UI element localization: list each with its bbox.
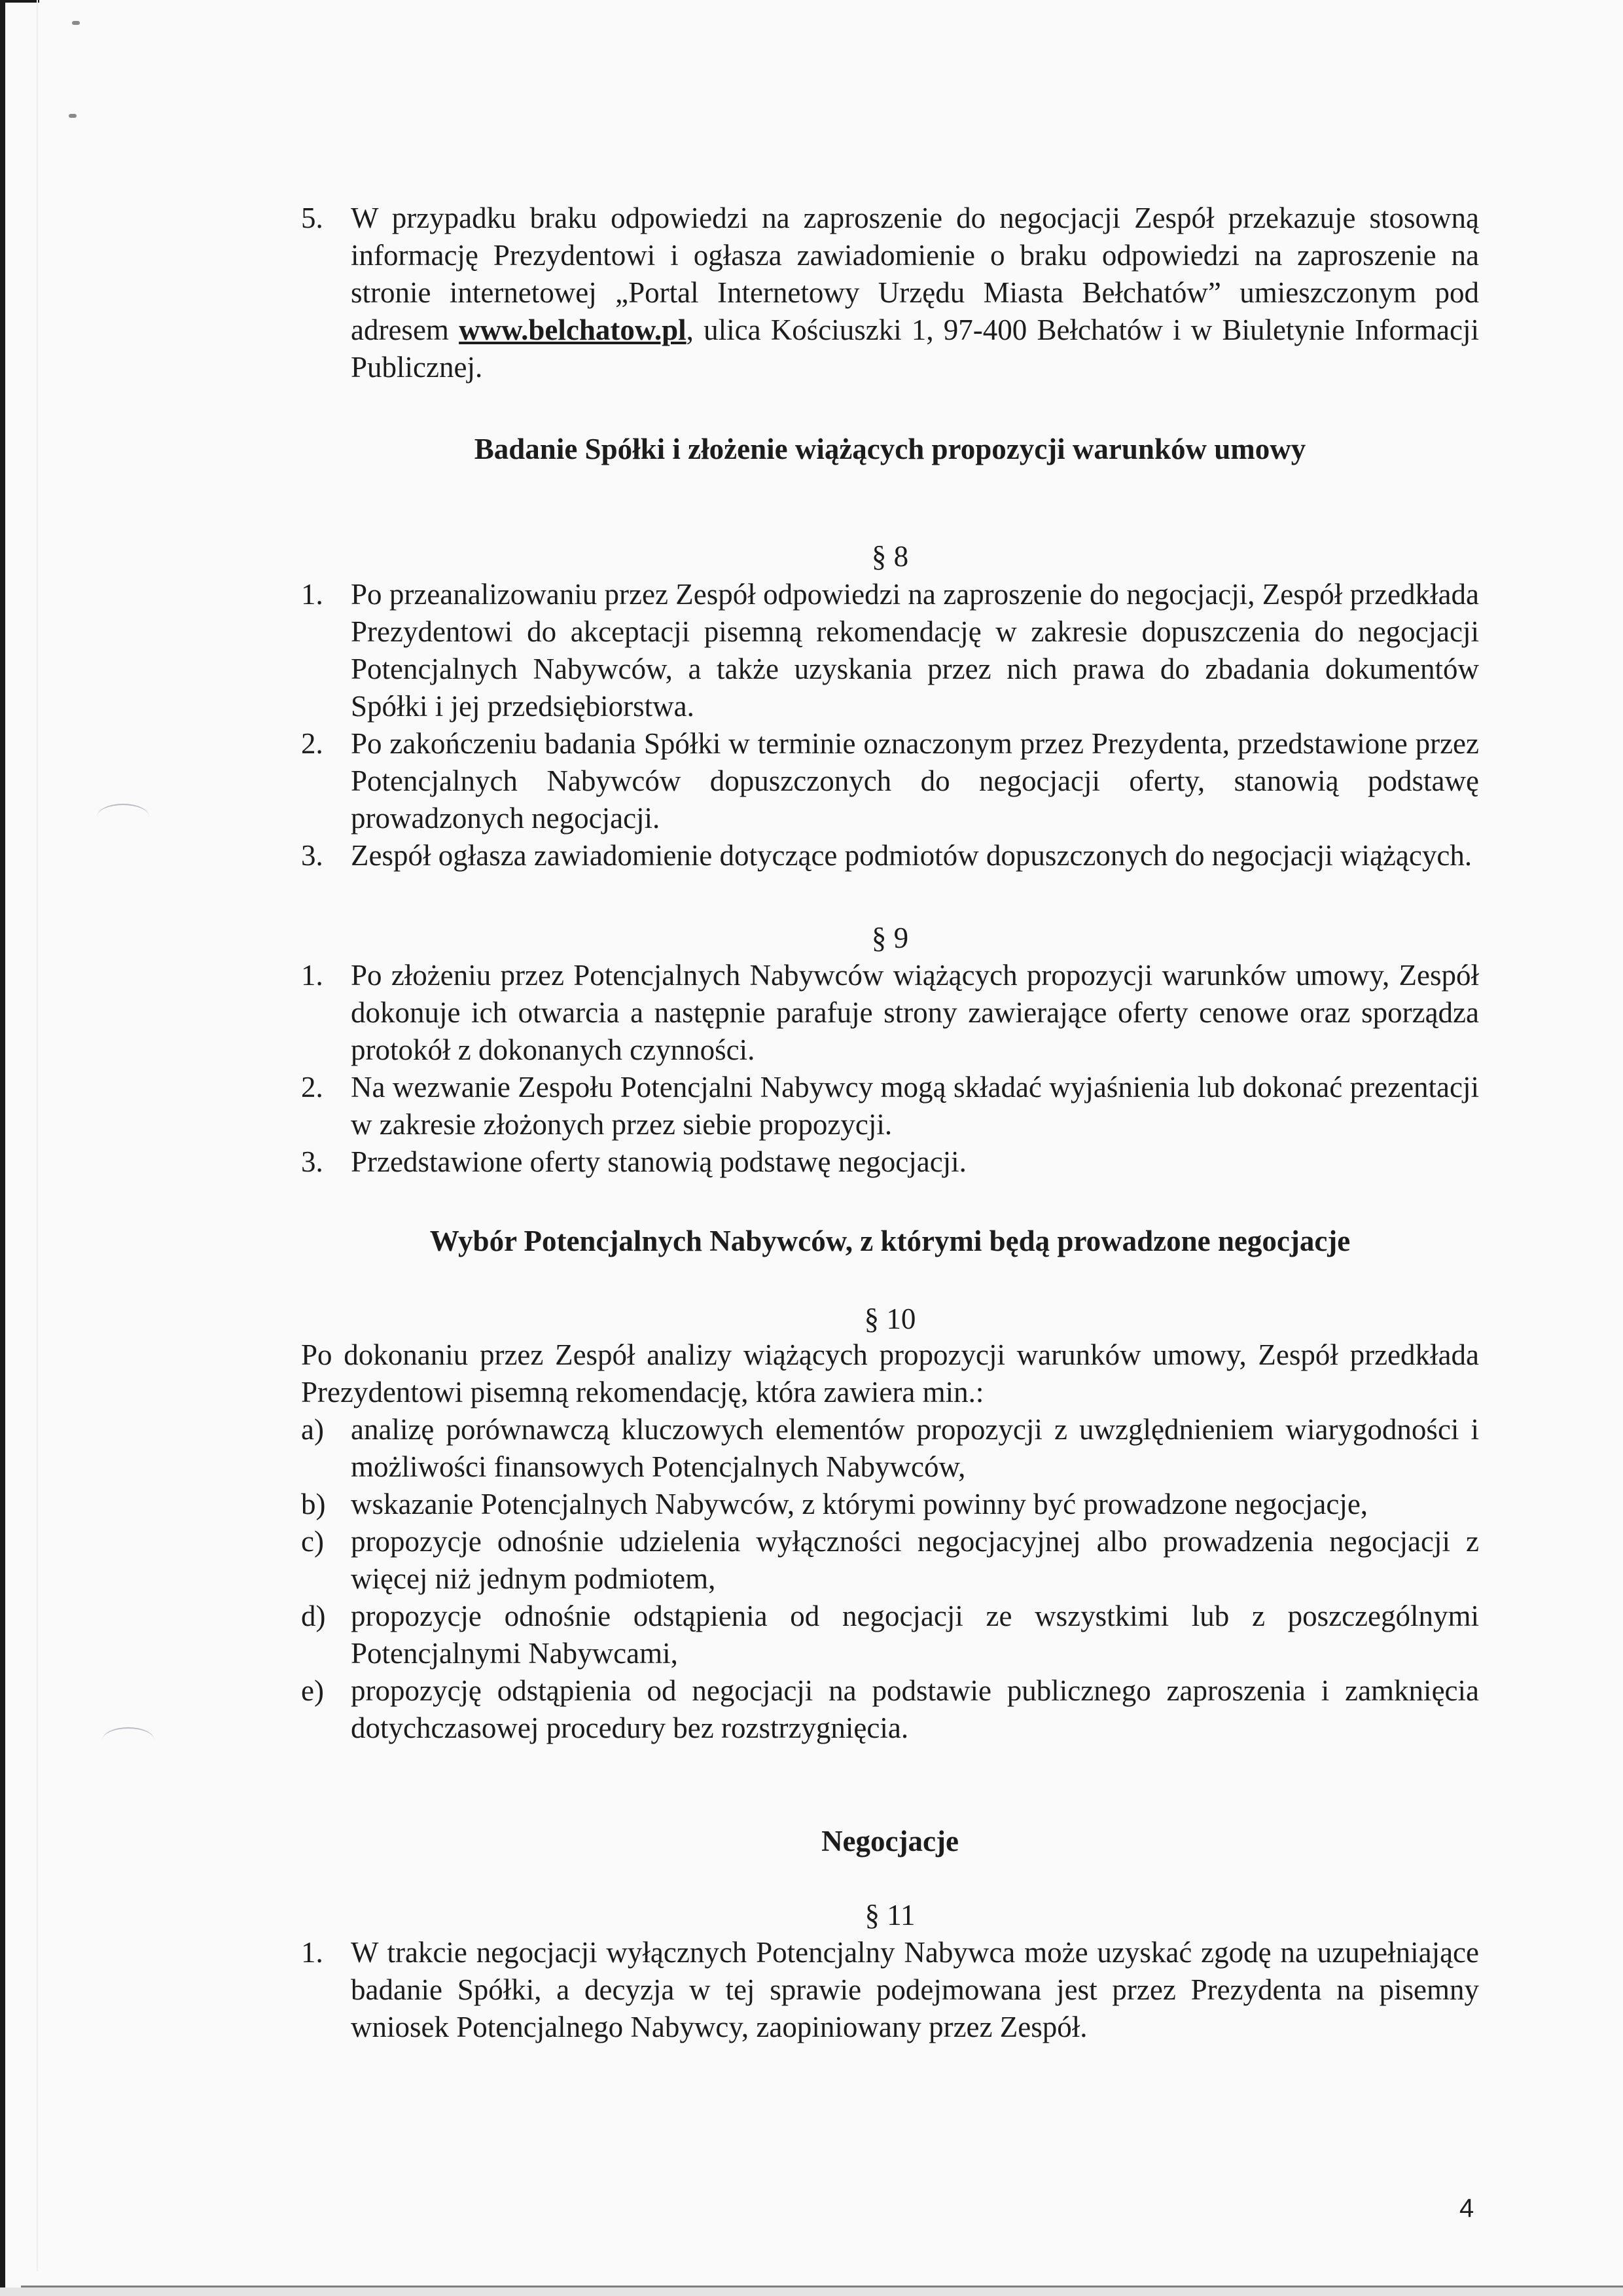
item-number: 1. — [301, 578, 323, 611]
section7-item-5 — [301, 200, 1479, 386]
item-text-after-link: , ulica Kościuszki 1, 97-400 Bełchatów i w Biuletynie Informacji Publicznej. — [351, 314, 1479, 384]
section-heading-negocjacje: Negocjacje — [821, 1825, 959, 1857]
scan-speck — [69, 114, 77, 118]
list-item — [301, 1598, 1479, 1672]
section-heading-wybor: Wybór Potencjalnych Nabywców, z którymi będą prowadzone negocjacje — [429, 1225, 1351, 1257]
scan-bottom-band — [0, 2287, 1623, 2296]
list-item — [301, 576, 1479, 725]
paragraph-mark-11: § 11 — [865, 1899, 916, 1931]
item-number: 3. — [301, 1145, 323, 1178]
punch-hole-mark — [97, 804, 149, 830]
paragraph-mark-9: § 9 — [871, 922, 909, 954]
list-item — [301, 1672, 1479, 1747]
list-item — [301, 725, 1479, 837]
item-letter: e) — [301, 1674, 324, 1707]
list-item — [301, 200, 1479, 386]
item-text: W trakcie negocjacji wyłącznych Potencjalny Nabywca może uzyskać zgodę na uzupełniające badanie Spółki, a decyzja w tej sprawie podejmowana jest przez Prezydenta na pisemny wniosek Potencjalnego Nabywcy, zaopiniowany przez Zespół. — [351, 1936, 1479, 2043]
item-text: Po złożeniu przez Potencjalnych Nabywców wiążących propozycji warunków umowy, Zespół dokonuje ich otwarcia a następnie parafuje strony zawierające oferty cenowe oraz sporządza protokół z dokonanych czynności. — [351, 959, 1479, 1066]
item-number: 2. — [301, 727, 323, 760]
scan-binder-edge — [0, 0, 5, 2296]
scan-margin-line — [37, 0, 38, 2271]
punch-hole-mark — [102, 1727, 154, 1753]
page-number: 4 — [1459, 2194, 1474, 2223]
item-letter: c) — [301, 1525, 324, 1558]
item-number: 2. — [301, 1071, 323, 1103]
item-text: analizę porównawczą kluczowych elementów propozycji z uwzględnieniem wiarygodności i możliwości finansowych Potencjalnych Nabywców, — [351, 1413, 1479, 1483]
list-item — [301, 1934, 1479, 2046]
section-heading-badanie: Badanie Spółki i złożenie wiążących propozycji warunków umowy — [474, 433, 1306, 465]
list-item — [301, 1523, 1479, 1598]
item-number: 5. — [301, 202, 323, 234]
list-item — [301, 957, 1479, 1069]
paragraph-9-list — [301, 957, 1479, 1181]
item-text: Po przeanalizowaniu przez Zespół odpowiedzi na zaproszenie do negocjacji, Zespół przedkłada Prezydentowi do akceptacji pisemną rekomendację w zakresie dopuszczenia do negocjacji Potencjalnych Nabywców, a także uzyskania przez nich prawa do zbadania dokumentów Spółki i jej przedsiębiorstwa. — [351, 578, 1479, 723]
list-item — [301, 1486, 1479, 1523]
scan-speck — [72, 21, 80, 25]
list-item — [301, 1411, 1479, 1486]
paragraph-10-list — [301, 1411, 1479, 1747]
item-text: Przedstawione oferty stanowią podstawę negocjacji. — [351, 1145, 967, 1178]
paragraph-11-list — [301, 1934, 1479, 2046]
paragraph-10-intro: Po dokonaniu przez Zespół analizy wiążących propozycji warunków umowy, Zespół przedkłada Prezydentowi pisemną rekomendację, która zawiera min.: — [301, 1338, 1479, 1408]
item-text: Zespół ogłasza zawiadomienie dotyczące podmiotów dopuszczonych do negocjacji wiążących. — [351, 839, 1472, 872]
item-letter: b) — [301, 1488, 326, 1520]
item-text: propozycję odstąpienia od negocjacji na podstawie publicznego zaproszenia i zamknięcia dotychczasowej procedury bez rozstrzygnięcia. — [351, 1674, 1479, 1744]
paragraph-mark-10: § 10 — [864, 1302, 916, 1335]
item-letter: d) — [301, 1600, 326, 1632]
item-letter: a) — [301, 1413, 324, 1446]
item-number: 3. — [301, 839, 323, 872]
paragraph-mark-8: § 8 — [871, 540, 909, 573]
item-number: 1. — [301, 1936, 323, 1969]
list-item — [301, 1143, 1479, 1181]
item-text: wskazanie Potencjalnych Nabywców, z którymi powinny być prowadzone negocjacje, — [351, 1488, 1368, 1520]
item-text: propozycje odnośnie udzielenia wyłączności negocjacyjnej albo prowadzenia negocjacji z więcej niż jednym podmiotem, — [351, 1525, 1479, 1595]
list-item — [301, 837, 1479, 874]
scan-top-edge — [0, 0, 39, 3]
item-text: propozycje odnośnie odstąpienia od negocjacji ze wszystkimi lub z poszczególnymi Potencjalnymi Nabywcami, — [351, 1600, 1479, 1670]
item-text: Na wezwanie Zespołu Potencjalni Nabywcy mogą składać wyjaśnienia lub dokonać prezentacji w zakresie złożonych przez siebie propozycji. — [351, 1071, 1479, 1141]
paragraph-8-list — [301, 576, 1479, 874]
item-text: Po zakończeniu badania Spółki w terminie oznaczonym przez Prezydenta, przedstawione przez Potencjalnych Nabywców dopuszczonych do negocjacji oferty, stanowią podstawę prowadzonych negocjacji. — [351, 727, 1479, 834]
item-text: W przypadku braku odpowiedzi na zaproszenie do negocjacji Zespół przekazuje stosowną informację Prezydentowi i ogłasza zawiadomienie o braku odpowiedzi na zaproszenie na stronie internetowej „Portal Internetowy Urzędu Miasta Bełchatów” umieszczonym pod adresem — [351, 202, 1479, 346]
list-item — [301, 1069, 1479, 1143]
website-link[interactable]: www.belchatow.pl — [459, 314, 687, 346]
item-number: 1. — [301, 959, 323, 992]
